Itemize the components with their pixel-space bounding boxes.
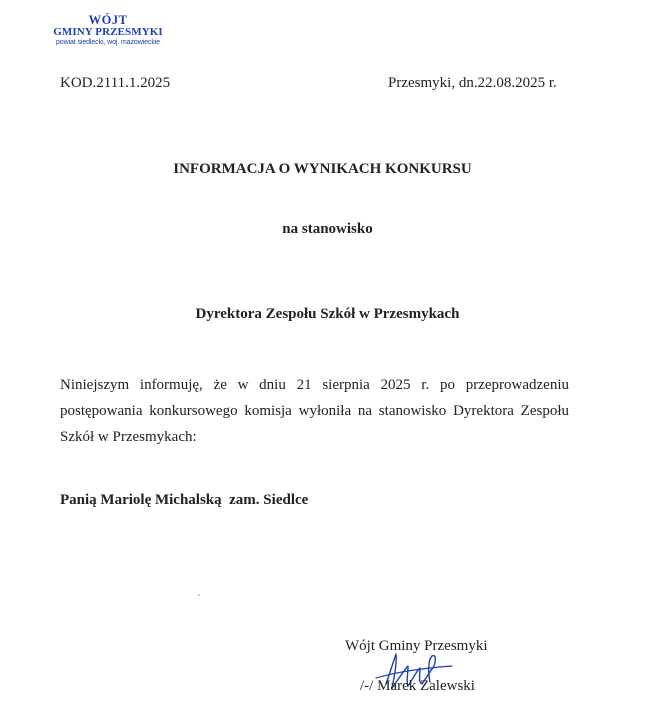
document-subtitle: na stanowisko xyxy=(282,221,373,237)
signatory-title: Wójt Gminy Przesmyki xyxy=(345,638,488,654)
stamp-line-1: WÓJT xyxy=(88,13,128,27)
stamp-line-3: powiat siedlecki, woj. mazowieckie xyxy=(56,38,160,46)
signatory-name: /-/ Marek Zalewski xyxy=(360,678,475,694)
reference-number: KOD.2111.1.2025 xyxy=(60,75,171,91)
scan-speck xyxy=(198,594,200,596)
office-stamp xyxy=(48,14,168,46)
stamp-line-2: GMINY PRZESMYKI xyxy=(53,25,163,38)
body-paragraph: Niniejszym informuję, że w dniu 21 sierpnia 2025 r. po przeprowadzeniu postępowania konkursowego komisja wyłoniła na stanowisko Dyrektora Zespołu Szkół w Przesmykach: xyxy=(60,377,569,445)
place-and-date: Przesmyki, dn.22.08.2025 r. xyxy=(388,75,557,91)
document-title: INFORMACJA O WYNIKACH KONKURSU xyxy=(173,161,472,177)
selected-candidate: Panią Mariolę Michalską zam. Siedlce xyxy=(60,492,309,508)
position-name: Dyrektora Zespołu Szkół w Przesmykach xyxy=(195,306,460,322)
